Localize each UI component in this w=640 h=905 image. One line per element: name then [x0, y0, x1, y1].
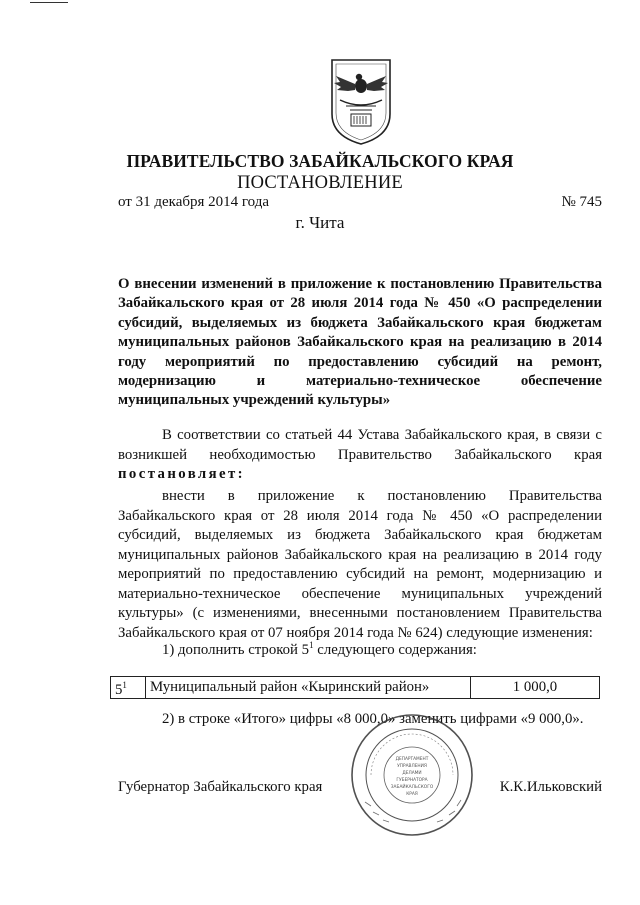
table-row: [111, 677, 600, 699]
official-seal-stamp: [349, 712, 475, 838]
amount-cell: 1 000,0: [471, 677, 600, 699]
row-number-superscript: 1: [122, 680, 127, 690]
svg-text:ДЕПАРТАМЕНТ: ДЕПАРТАМЕНТ: [395, 757, 429, 762]
preamble-text: В соответствии со статьей 44 Устава Забайкальского края, в связи с возникшей необходимостью Правительство Забайкальского края: [118, 427, 602, 463]
row-number: 5: [115, 681, 123, 698]
preamble-paragraph: [118, 426, 602, 485]
subsidy-table: [110, 676, 600, 699]
svg-text:УПРАВЛЕНИЯ: УПРАВЛЕНИЯ: [397, 764, 427, 769]
decree-number: № 745: [561, 194, 602, 210]
government-name: ПРАВИТЕЛЬСТВО ЗАБАЙКАЛЬСКОГО КРАЯ: [126, 151, 514, 171]
district-name-cell: Муниципальный район «Кыринский район»: [146, 677, 471, 699]
decree-date: от 31 декабря 2014 года: [118, 194, 270, 210]
signatory-title: Губернатор Забайкальского края: [118, 779, 323, 795]
item-1-text: 1) дополнить строкой 5: [162, 641, 310, 658]
row-number-cell: [111, 677, 146, 699]
resolves-word: постановляет:: [118, 466, 245, 483]
item-1-suffix: следующего содержания:: [313, 641, 477, 658]
main-paragraph: внести в приложение к постановлению Правительства Забайкальского края от 28 июля 2014 года № 450 «О распределении субсидий, выделяемых из бюджета Забайкальского края бюджетам муниципальных районов Забайкальского края на реализацию в 2014 году мероприятий по предоставлению субсидий на ремонт, модернизацию и материально-техническое обеспечение муниципальных учреждений культуры» (с изменениями, внесенными постановлением Правительства Забайкальского края от 07 ноября 2014 года № 624) следующие изменения:: [118, 488, 602, 641]
decree-title: О внесении изменений в приложение к постановлению Правительства Забайкальского края от 28 июля 2014 года № 450 «О распределении субсидий, выделяемых из бюджета Забайкальского края бюджетам муниципальных районов Забайкальского края на реализацию в 2014 году мероприятий по предоставлению субсидий на ремонт, модернизацию и материально-техническое обеспечение муниципальных учреждений культуры»: [118, 276, 602, 409]
item-1-superscript: 1: [309, 640, 314, 650]
city: г. Чита: [295, 213, 345, 232]
coat-of-arms-icon: [328, 56, 394, 146]
item-2: 2) в строке «Итого» цифры «8 000,0» заменить цифрами «9 000,0».: [162, 711, 584, 727]
svg-text:ЗАБАЙКАЛЬСКОГО: ЗАБАЙКАЛЬСКОГО: [390, 785, 434, 790]
svg-text:ГУБЕРНАТОРА: ГУБЕРНАТОРА: [396, 778, 428, 783]
document-type: ПОСТАНОВЛЕНИЕ: [237, 173, 403, 193]
svg-text:КРАЯ: КРАЯ: [406, 792, 418, 797]
signatory-name: К.К.Ильковский: [499, 779, 602, 795]
top-edge-line: [30, 2, 68, 3]
item-1: [162, 640, 477, 659]
svg-text:ДЕЛАМИ: ДЕЛАМИ: [402, 771, 422, 776]
